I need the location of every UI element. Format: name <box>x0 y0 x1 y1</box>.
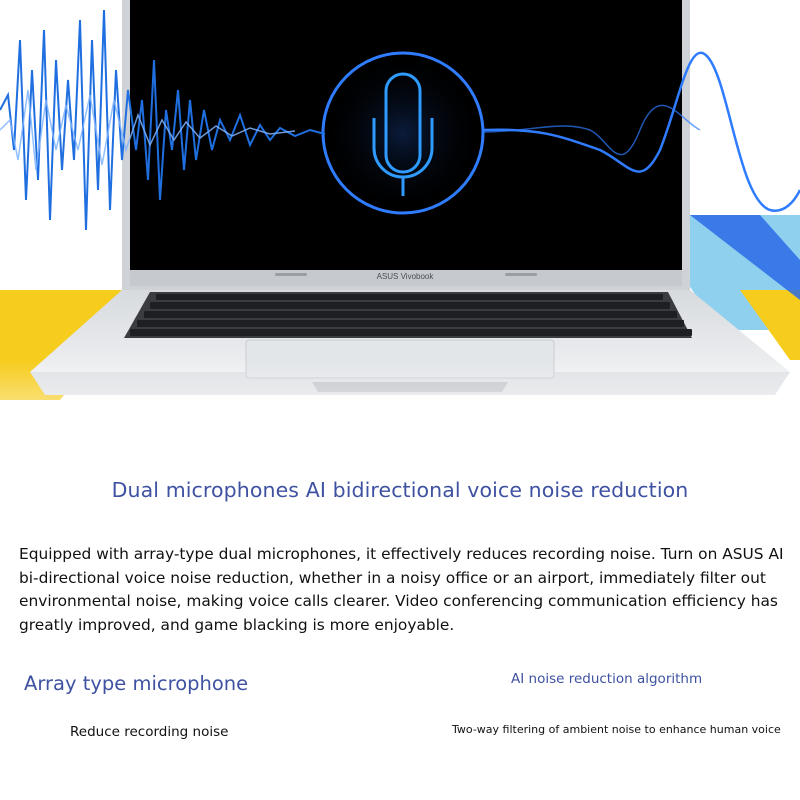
feature-desc-ai-noise-reduction: Two-way filtering of ambient noise to enhance human voice <box>452 723 781 736</box>
brand-label: ASUS Vivobook <box>376 272 434 281</box>
microphone-icon <box>321 51 485 215</box>
feature-title-ai-noise-reduction: AI noise reduction algorithm <box>511 671 703 687</box>
keyboard <box>124 292 692 338</box>
feature-title-array-microphone: Array type microphone <box>24 672 249 695</box>
headline: Dual microphones AI bidirectional voice noise reduction <box>111 478 689 502</box>
description-paragraph: Equipped with array-type dual microphones, it effectively reduces recording noise. Turn on ASUS AI bi-directional voice noise reduction, whether in a noisy office or an airport, immediately filter out environmental noise, making voice calls clearer. Video conferencing communication efficiency has greatly improved, and game blacking is more enjoyable. <box>19 545 784 634</box>
feature-desc-array-microphone: Reduce recording noise <box>70 724 229 740</box>
